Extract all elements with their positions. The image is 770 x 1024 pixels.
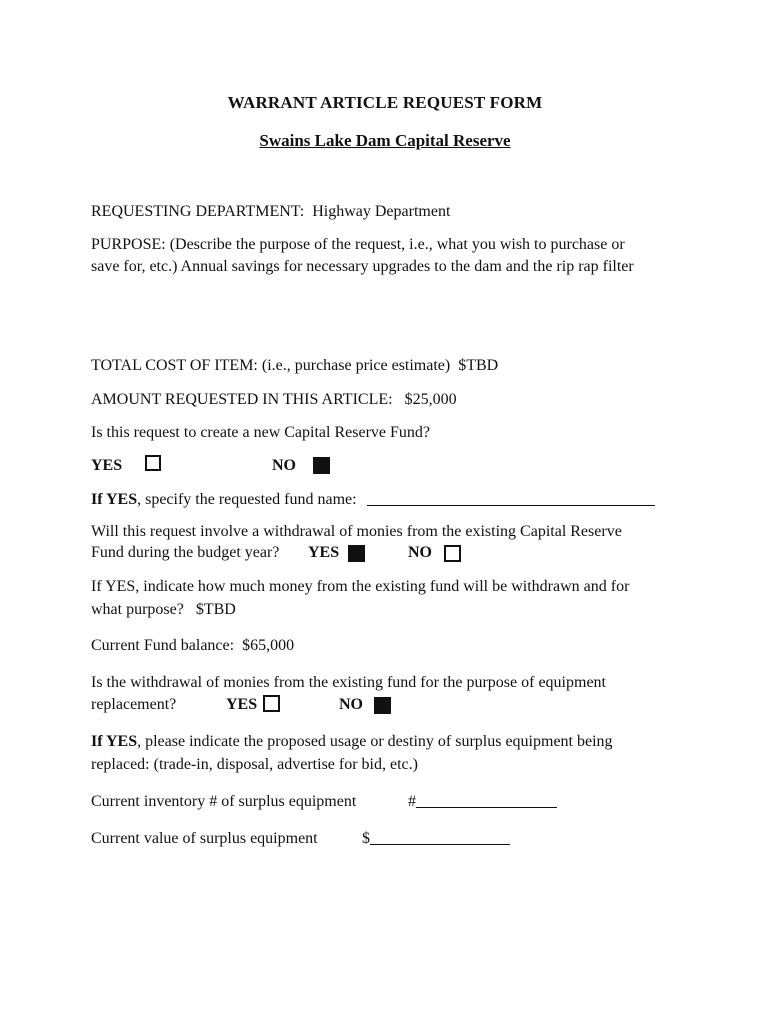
form-title: WARRANT ARTICLE REQUEST FORM (227, 93, 543, 112)
department-value: Highway Department (312, 203, 451, 220)
withdrawal-no-label: NO (408, 544, 432, 561)
fund-name-line (91, 489, 655, 511)
equipment-yes-checkbox[interactable] (263, 695, 280, 712)
value-field[interactable] (370, 830, 510, 845)
inventory-field-prefix: # (408, 793, 416, 810)
inventory-field-line (408, 791, 557, 813)
amount-requested-label: AMOUNT REQUESTED IN THIS ARTICLE: (91, 391, 393, 408)
purpose-line-1: PURPOSE: (Describe the purpose of the request, i.e., what you wish to purchase or (91, 236, 625, 253)
fund-name-field[interactable] (367, 491, 655, 506)
withdrawal-amount-label: what purpose? (91, 601, 184, 618)
withdrawal-yes-checkbox[interactable] (348, 545, 365, 562)
total-cost-label: TOTAL COST OF ITEM: (i.e., purchase price estimate) (91, 357, 451, 374)
department-label: REQUESTING DEPARTMENT: (91, 203, 305, 220)
value-field-line (362, 828, 510, 850)
balance-label: Current Fund balance: (91, 637, 235, 654)
withdrawal-amount-line-1: If YES, indicate how much money from the existing fund will be withdrawn and for (91, 578, 630, 595)
fund-name-prefix: If YES (91, 491, 138, 508)
total-cost-value: $TBD (458, 357, 499, 374)
withdrawal-line-1: Will this request involve a withdrawal of monies from the existing Capital Reserve (91, 523, 622, 540)
purpose-line-2: save for, etc.) Annual savings for necessary upgrades to the dam and the rip rap filter (91, 258, 634, 275)
equipment-line-1: Is the withdrawal of monies from the existing fund for the purpose of equipment (91, 674, 606, 691)
inventory-field[interactable] (416, 793, 557, 808)
withdrawal-yes-label: YES (308, 544, 340, 561)
equipment-yes-label: YES (226, 696, 258, 713)
amount-requested-value: $25,000 (404, 391, 457, 408)
surplus-line-1-text: , please indicate the proposed usage or destiny of surplus equipment being (137, 733, 613, 750)
equipment-no-label: NO (339, 696, 363, 713)
department-line (91, 201, 450, 223)
new-fund-no-checkbox[interactable] (313, 457, 330, 474)
total-cost-line (91, 355, 498, 377)
surplus-prefix: If YES (91, 733, 138, 750)
withdrawal-amount-value: $TBD (195, 601, 236, 618)
value-field-prefix: $ (362, 830, 370, 847)
new-fund-question: Is this request to create a new Capital Reserve Fund? (91, 424, 430, 441)
equipment-line-2: replacement? (91, 696, 177, 713)
equipment-no-checkbox[interactable] (374, 697, 391, 714)
amount-requested-line (91, 389, 457, 411)
inventory-label: Current inventory # of surplus equipment (91, 793, 357, 810)
fund-name-label: , specify the requested fund name: (137, 491, 357, 508)
withdrawal-line-2: Fund during the budget year? (91, 544, 280, 561)
withdrawal-amount-line-2 (91, 599, 236, 621)
new-fund-no-label: NO (272, 457, 296, 474)
surplus-line-2: replaced: (trade-in, disposal, advertise for bid, etc.) (91, 756, 418, 773)
balance-value: $65,000 (242, 637, 295, 654)
new-fund-yes-checkbox[interactable] (145, 455, 161, 471)
form-subtitle: Swains Lake Dam Capital Reserve (259, 131, 511, 150)
surplus-line-1 (91, 731, 613, 753)
value-label: Current value of surplus equipment (91, 830, 318, 847)
balance-line (91, 635, 294, 657)
new-fund-yes-label: YES (91, 457, 123, 474)
withdrawal-no-checkbox[interactable] (444, 545, 461, 562)
